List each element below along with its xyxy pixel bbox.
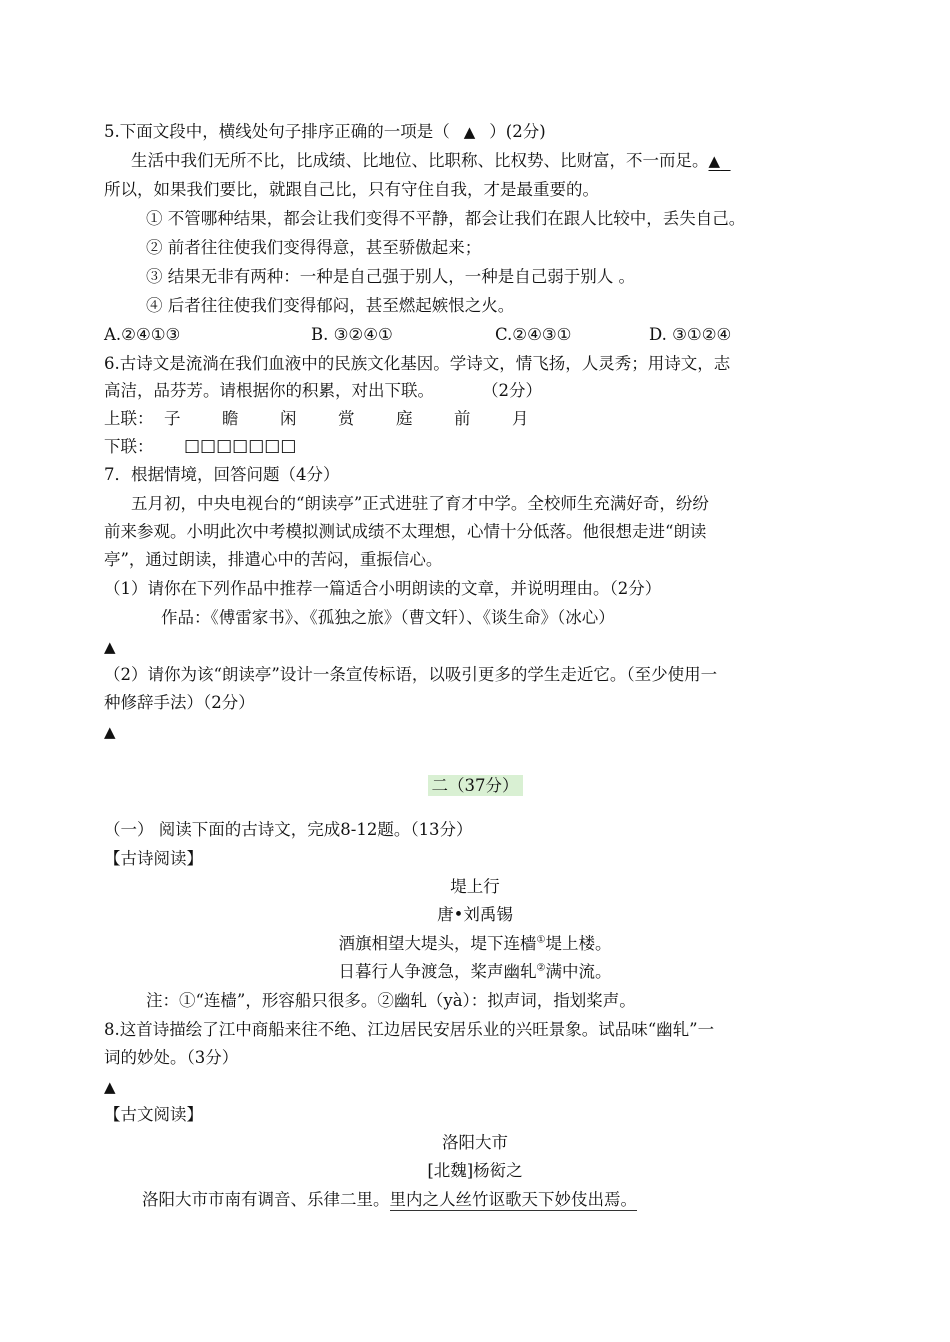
q7-works: 作品：《傅雷家书》、《孤独之旅》（曹文轩）、《谈生命》（冰心） — [161, 608, 615, 627]
q8-answer-marker[interactable] — [104, 1072, 844, 1102]
answer-marker-icon: ▲ — [104, 1078, 116, 1096]
q7-sub2-line2: 种修辞手法）（2分） — [104, 693, 255, 712]
blank-marker-icon: ▲ — [708, 152, 721, 170]
upper-char: 赏 — [338, 409, 355, 428]
poem-note: 注：①“连樯”，形容船只很多。②幽轧（yà）：拟声词，指划桨声。 — [146, 991, 636, 1010]
q6-upper-couplet: 上联： 子 瞻 闲 赏 庭 前 月 — [104, 404, 844, 433]
underlined-sentence: 里内之人丝竹讴歌天下妙伎出焉。 — [389, 1190, 637, 1209]
poem-line-1: 酒旗相望大堤头，堤下连樯①堤上楼。 — [338, 934, 612, 953]
q5-item-2: ② 前者往往使我们变得得意，甚至骄傲起来； — [146, 238, 482, 257]
q5-passage-line2: 所以，如果我们要比，就跟自己比，只有守住自我，才是最重要的。 — [104, 180, 599, 199]
answer-marker-icon: ▲ — [104, 723, 116, 741]
poem-title: 堤上行 — [450, 877, 500, 896]
poem-line-2: 日暮行人争渡急，桨声幽轧②满中流。 — [338, 962, 612, 981]
upper-char: 瞻 — [222, 409, 239, 428]
upper-char: 闲 — [280, 409, 297, 428]
q8-line1: 8.这首诗描绘了江中商船来往不绝、江边居民安居乐业的兴旺景象。试品味“幽轧”一 — [104, 1020, 715, 1039]
section-heading: 二（37分） — [0, 771, 950, 800]
part1-instructions: （一） 阅读下面的古诗文，完成8-12题。（13分） — [104, 820, 473, 839]
answer-boxes-input[interactable]: □□□□□□□ — [184, 436, 297, 456]
q5-stem: 5.下面文段中，横线处句子排序正确的一项是（ ▲ ）(2分) — [104, 117, 844, 147]
q7-sub1: （1）请你在下列作品中推荐一篇适合小明朗读的文章，并说明理由。（2分） — [104, 579, 662, 598]
q7-answer-marker-2[interactable] — [104, 717, 844, 747]
q5-passage-line1: 生活中我们无所不比，比成绩、比地位、比职称、比权势、比财富，不一而足。▲ — [131, 146, 871, 176]
prose-title: 洛阳大市 — [442, 1133, 508, 1152]
upper-char: 月 — [512, 409, 529, 428]
q7-passage-line2: 前来参观。小明此次中考模拟测试成绩不太理想，心情十分低落。他很想走进“朗读 — [104, 522, 707, 541]
option-d[interactable]: D. ③①②④ — [649, 325, 732, 344]
q7-answer-marker-1[interactable] — [104, 632, 844, 662]
poem-author: 唐•刘禹锡 — [437, 905, 513, 924]
upper-char: 前 — [454, 409, 471, 428]
q6-stem-line1: 6.古诗文是流淌在我们血液中的民族文化基因。学诗文，情飞扬，人灵秀；用诗文，志 — [104, 354, 731, 373]
prose-line: 洛阳大市市南有调音、乐律二里。里内之人丝竹讴歌天下妙伎出焉。 — [142, 1190, 637, 1209]
q5-item-3: ③ 结果无非有两种：一种是自己强于别人，一种是自己弱于别人 。 — [146, 267, 635, 286]
upper-char: 庭 — [396, 409, 413, 428]
upper-char: 子 — [164, 409, 181, 428]
q7-sub2-line1: （2）请你为该“朗读亭”设计一条宣传标语，以吸引更多的学生走近它。（至少使用一 — [104, 665, 718, 684]
answer-marker-icon: ▲ — [104, 638, 116, 656]
q5-item-1: ① 不管哪种结果，都会让我们变得不平静，都会让我们在跟人比较中，丢失自己。 — [146, 209, 746, 228]
answer-marker-icon: ▲ — [463, 123, 476, 141]
prose-author: [北魏]杨衒之 — [427, 1161, 523, 1180]
option-b[interactable]: B. ③②④① — [311, 325, 393, 344]
q7-passage-line1: 五月初，中央电视台的“朗读亭”正式进驻了育才中学。全校师生充满好奇，纷纷 — [131, 494, 709, 513]
q6-stem-line2: 高洁，品芬芳。请根据你的积累，对出下联。 （2分） — [104, 381, 542, 400]
prose-label: 【古文阅读】 — [104, 1105, 203, 1124]
q7-stem: 7．根据情境，回答问题（4分） — [104, 465, 340, 484]
option-a[interactable]: A.②④①③ — [104, 325, 181, 344]
option-c[interactable]: C.②④③① — [495, 325, 572, 344]
poem-label: 【古诗阅读】 — [104, 849, 203, 868]
q6-lower-couplet: 下联： □□□□□□□ — [104, 432, 844, 461]
q8-line2: 词的妙处。（3分） — [104, 1048, 239, 1067]
q7-passage-line3: 亭”，通过朗读，排遣心中的苦闷，重振信心。 — [104, 550, 443, 569]
q5-item-4: ④ 后者往往使我们变得郁闷，甚至燃起嫉恨之火。 — [146, 296, 515, 315]
